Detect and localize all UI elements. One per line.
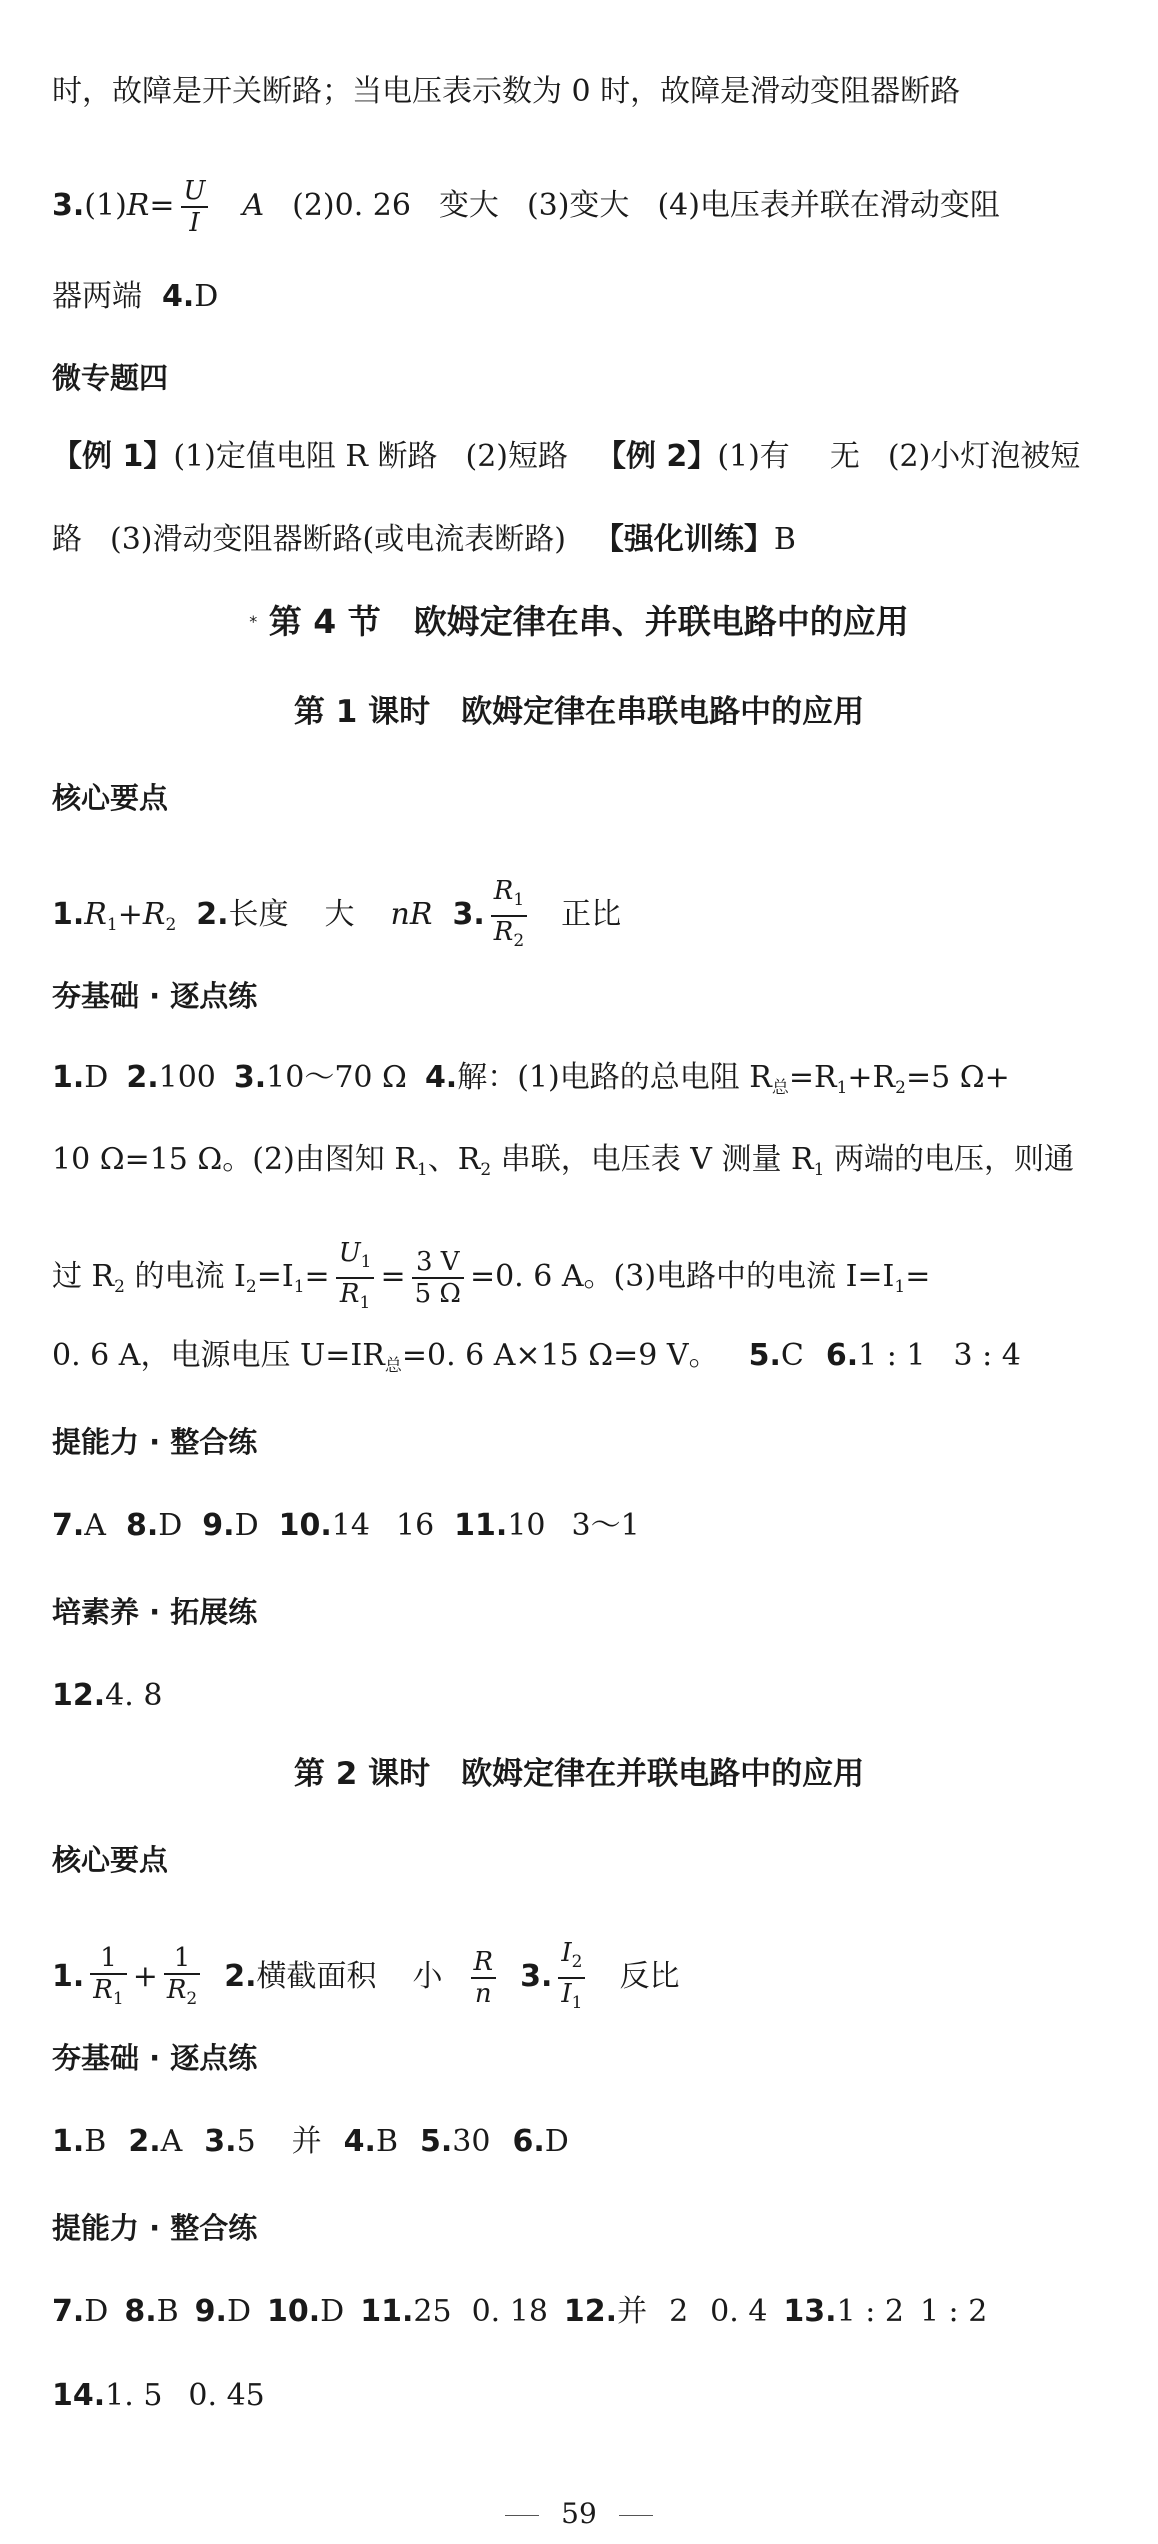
text: R: [339, 1279, 360, 1309]
text: D: [84, 1060, 109, 1095]
text: 1 : 2: [836, 2294, 904, 2329]
text: 10 Ω=15 Ω。(2)由图知 R: [52, 1142, 417, 1177]
answer-line: [52, 2122, 1118, 2162]
text: R: [84, 897, 107, 932]
text: I: [561, 1938, 572, 1968]
section-heading: 培素养 · 拓展练: [52, 1595, 258, 1629]
text: 3～1: [571, 1508, 640, 1543]
text: C: [780, 1338, 804, 1373]
text: R: [166, 1974, 187, 2005]
answer-line: [52, 277, 1118, 317]
subscript: 2: [513, 931, 525, 951]
question-number: 10.: [278, 1508, 332, 1543]
answer-line-3: [52, 176, 1118, 238]
text: D: [84, 2294, 109, 2329]
subscript: 2: [571, 1952, 583, 1972]
section-heading: 微专题四: [52, 361, 169, 395]
text: =R: [788, 1060, 837, 1095]
question-number: 3.: [52, 188, 85, 223]
answer-line: [52, 1238, 1118, 1318]
text: D: [194, 279, 219, 314]
text: 10: [507, 1508, 546, 1543]
subscript: 2: [114, 1277, 125, 1297]
text: 变大: [438, 188, 499, 223]
question-number: 2.: [224, 1959, 257, 1994]
text: (2)短路: [465, 439, 568, 474]
text: 横截面积: [256, 1959, 377, 1994]
question-number: 5.: [419, 2124, 453, 2159]
text: 0. 4: [710, 2294, 768, 2329]
text: R: [493, 917, 514, 947]
subscript: 1: [836, 1078, 848, 1098]
question-number: 1.: [52, 897, 85, 932]
subscript: 1: [571, 1993, 583, 2013]
text: D: [226, 2294, 252, 2329]
subscript: 总: [771, 1078, 789, 1098]
question-number: 10.: [267, 2294, 321, 2329]
page-number-text: 59: [561, 2497, 597, 2530]
text: 正比: [561, 897, 622, 932]
text: A: [160, 2124, 183, 2159]
denominator: [164, 1975, 200, 2014]
text: 4. 8: [105, 1678, 163, 1713]
question-number: 12.: [52, 1678, 106, 1713]
question-number: 2.: [196, 897, 229, 932]
text: 1 : 1: [858, 1338, 926, 1373]
text: D: [234, 1508, 259, 1543]
question-number: 3.: [233, 1060, 267, 1095]
text: 大: [324, 897, 355, 932]
question-number: 1.: [52, 2124, 85, 2159]
fraction-i2-over-i1: [558, 1938, 585, 2018]
text: 16: [395, 1508, 435, 1543]
subscript: 1: [359, 1293, 371, 1313]
text: =: [905, 1259, 931, 1294]
question-number: 4.: [424, 1060, 458, 1095]
text: 时，故障是开关断路；当电压表示数为 0 时，故障是滑动变阻器断路: [52, 74, 961, 109]
question-number: 1.: [52, 1959, 85, 1994]
text: D: [320, 2294, 345, 2329]
fraction-3v-over-5ohm: [412, 1247, 464, 1309]
denominator: I: [189, 208, 200, 238]
text: 无: [829, 439, 860, 474]
text: 3 : 4: [953, 1338, 1021, 1373]
text: =: [380, 1259, 406, 1294]
text: 路: [52, 522, 82, 557]
fraction-u-over-i: [181, 176, 209, 238]
question-number: 1.: [52, 1060, 85, 1095]
text: D: [158, 1508, 183, 1543]
fraction-1-over-r1: [90, 1943, 126, 2014]
example-label: 【例 1】: [52, 439, 174, 474]
subscript: 2: [480, 1160, 492, 1180]
question-number: 4.: [162, 279, 195, 314]
text: 10～70 Ω: [266, 1060, 407, 1095]
question-number: 3.: [204, 2124, 237, 2159]
divider: [505, 2515, 539, 2516]
numerator: [336, 1238, 375, 1279]
section-heading: 夯基础 · 逐点练: [52, 2041, 258, 2075]
text: 0. 6 A，电源电压 U=IR: [52, 1338, 385, 1373]
numerator: 3 V: [412, 1247, 464, 1279]
text: I: [561, 1979, 572, 2009]
question-number: 8.: [124, 2294, 157, 2329]
denominator: [90, 1975, 126, 2014]
question-number: 2.: [128, 2124, 161, 2159]
fraction-r1-over-r2: [491, 876, 527, 956]
fraction-1-over-r2: [164, 1943, 200, 2014]
text: 0. 45: [188, 2378, 265, 2413]
subscript: 1: [894, 1277, 906, 1297]
text: 并: [291, 2124, 322, 2159]
answer-line: [52, 876, 1118, 956]
numerator: 1: [164, 1943, 200, 1975]
fraction-r-over-n: [471, 1947, 497, 2009]
question-number: 12.: [563, 2294, 618, 2329]
numerator: [491, 876, 527, 917]
text: A: [242, 188, 265, 223]
denominator: [558, 1979, 585, 2018]
question-number: 11.: [454, 1508, 508, 1543]
page-number: [0, 2496, 1158, 2532]
text: 串联，电压表 V 测量 R: [491, 1142, 814, 1177]
text: 100: [158, 1060, 216, 1095]
text: 解：(1)电路的总电阻 R: [457, 1060, 772, 1095]
subscript: 2: [895, 1078, 906, 1098]
lesson-title: 第 2 课时 欧姆定律在并联电路中的应用: [293, 1756, 865, 1792]
text: =0. 6 A。(3)电路中的电流 I=I: [469, 1259, 895, 1294]
text: +: [117, 897, 143, 932]
text: (1)有: [717, 439, 790, 474]
text: 小: [412, 1959, 443, 1994]
question-number: 14.: [52, 2378, 106, 2413]
text: 0. 18: [471, 2294, 548, 2329]
answer-line: [52, 2292, 1148, 2332]
answer-line: [52, 1676, 1118, 1716]
subscript: 2: [165, 915, 177, 935]
text: 1 : 2: [919, 2294, 988, 2329]
subscript: 2: [186, 1988, 198, 2009]
lesson-title: 第 1 课时 欧姆定律在串联电路中的应用: [293, 694, 865, 730]
divider: [619, 2515, 653, 2516]
section-title: [0, 600, 1158, 644]
text: (3)变大: [526, 188, 630, 223]
question-number: 3.: [452, 897, 485, 932]
subscript: 1: [293, 1277, 305, 1297]
text: A: [84, 1508, 106, 1543]
text: =I: [256, 1259, 294, 1294]
answer-line: [52, 1140, 1118, 1190]
text: =: [149, 188, 175, 223]
answer-line: [52, 520, 1118, 560]
text: 并: [617, 2294, 648, 2329]
text: =5 Ω+: [905, 1060, 1010, 1095]
question-number: 6.: [825, 1338, 859, 1373]
text: (1)定值电阻 R 断路: [173, 439, 438, 474]
answer-line: [52, 1506, 1118, 1546]
text: R: [142, 897, 166, 932]
text: (2)0. 26: [292, 188, 411, 223]
section-heading: 提能力 · 整合练: [52, 1425, 258, 1459]
text: (3)滑动变阻器断路(或电流表断路): [110, 522, 566, 557]
text: +R: [847, 1060, 896, 1095]
subscript: 1: [813, 1160, 825, 1180]
question-number: 9.: [202, 1508, 235, 1543]
answer-line: [52, 1938, 1118, 2018]
text: 1. 5: [105, 2378, 163, 2413]
star-mark: *: [249, 612, 258, 631]
example-label: 【例 2】: [595, 439, 718, 474]
text: =0. 6 A×15 Ω=9 V。: [401, 1338, 719, 1373]
text: (2)小灯泡被短: [887, 439, 1081, 474]
answer-line: [52, 2376, 1118, 2416]
subscript: 1: [360, 1252, 372, 1272]
text: R: [93, 1974, 113, 2005]
section-heading: 核心要点: [52, 1843, 169, 1877]
title-text: 第 4 节 欧姆定律在串、并联电路中的应用: [268, 602, 909, 641]
denominator: [491, 917, 527, 956]
section-heading: 提能力 · 整合练: [52, 2211, 258, 2245]
question-number: 6.: [512, 2124, 545, 2159]
numerator: [558, 1938, 585, 1979]
numerator: U: [181, 176, 209, 208]
question-number: 9.: [194, 2294, 227, 2329]
question-number: 7.: [52, 2294, 85, 2329]
answer-line: [52, 437, 1118, 477]
text: B: [84, 2124, 107, 2159]
subscript: 2: [245, 1277, 257, 1297]
subscript: 1: [106, 915, 118, 935]
question-number: 3.: [520, 1959, 553, 1994]
subscript: 1: [416, 1160, 428, 1180]
text: 器两端: [52, 279, 142, 314]
answer-line: [52, 72, 1118, 112]
text: 30: [452, 2124, 491, 2159]
text: R: [126, 188, 150, 223]
section-heading: 夯基础 · 逐点练: [52, 979, 258, 1013]
text: B: [375, 2124, 398, 2159]
text: nR: [390, 897, 433, 932]
training-label: 【强化训练】: [593, 522, 774, 557]
subscript: 1: [513, 890, 525, 910]
question-number: 13.: [783, 2294, 837, 2329]
question-number: 7.: [52, 1508, 85, 1543]
denominator: 5 Ω: [414, 1279, 461, 1309]
text: (4)电压表并联在滑动变阻: [657, 188, 1000, 223]
text: +: [132, 1959, 158, 1994]
question-number: 8.: [125, 1508, 159, 1543]
answer-line: [52, 1058, 1118, 1108]
denominator: [336, 1279, 375, 1318]
question-number: 4.: [343, 2124, 376, 2159]
question-number: 5.: [748, 1338, 781, 1373]
fraction-u1-over-r1: [336, 1238, 375, 1318]
subscript: 1: [112, 1988, 124, 2009]
text: B: [156, 2294, 179, 2329]
text: 2: [669, 2294, 689, 2329]
text: 的电流 I: [124, 1259, 246, 1294]
text: 14: [331, 1508, 370, 1543]
text: 反比: [619, 1959, 680, 1994]
text: =: [304, 1259, 330, 1294]
question-number: 11.: [360, 2294, 414, 2329]
answer-line: [52, 1336, 1118, 1386]
denominator: n: [474, 1979, 492, 2009]
text: R: [493, 876, 514, 906]
text: D: [544, 2124, 569, 2159]
text: 5: [236, 2124, 256, 2159]
numerator: 1: [90, 1943, 126, 1975]
text: (1): [84, 188, 127, 223]
text: 、R: [427, 1142, 481, 1177]
text: 25: [413, 2294, 452, 2329]
question-number: 2.: [126, 1060, 159, 1095]
numerator: R: [471, 1947, 497, 1979]
text: U: [338, 1238, 361, 1268]
text: 过 R: [52, 1259, 115, 1294]
text: 两端的电压，则通: [824, 1142, 1074, 1177]
subscript: 总: [384, 1356, 402, 1376]
text: B: [773, 522, 796, 557]
text: 长度: [228, 897, 289, 932]
section-heading: 核心要点: [52, 781, 169, 815]
